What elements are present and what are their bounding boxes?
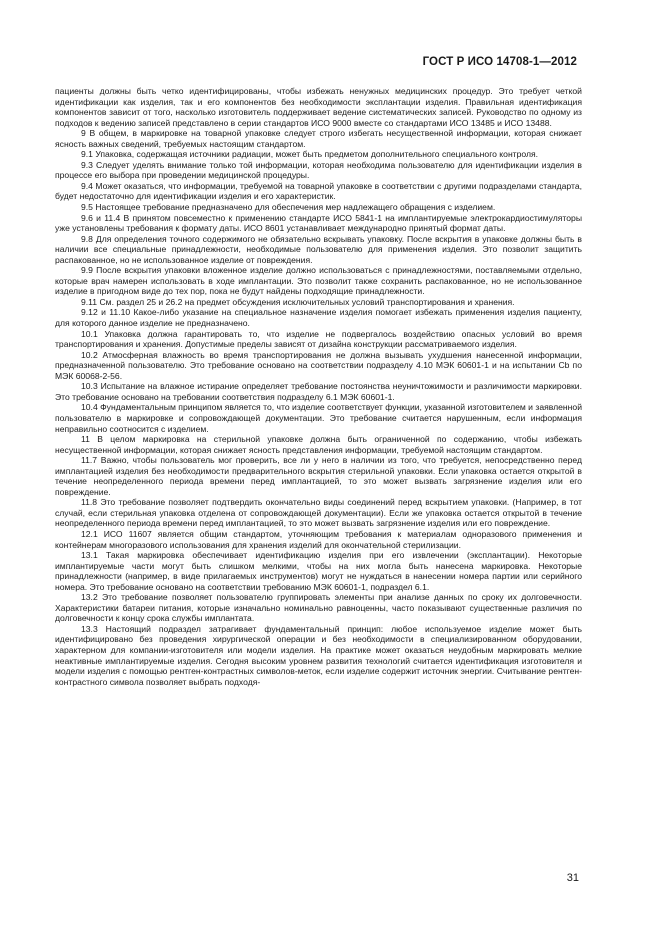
paragraph-9: 9 В общем, в маркировке на товарной упаковке следует строго избегать несущественной информации, которая снижает ясность важных сведений, требуемых настоящим стандартом. <box>55 128 582 149</box>
paragraph-11: 11 В целом маркировка на стерильной упаковке должна быть ограниченной по содержанию, чтобы избежать несущественной информации, которая снижает ясность представления информации, требуемой настоящим стандартом. <box>55 434 582 455</box>
paragraph-9-5: 9.5 Настоящее требование предназначено для обеспечения мер надлежащего обращения с изделием. <box>81 202 496 213</box>
paragraph-13-1: 13.1 Такая маркировка обеспечивает идентификацию изделия при его извлечении (эксплантации). Некоторые имплантируемые части могут быть слишком мелкими, чтобы на них могла быть нанесена маркировка. Некоторые принадлежности (например, в виде прилагаемых инструментов) могут не нуждаться в нанесении номера партии или серийного номера. Это требование основано на соответствии требованию МЭК 60601-1, подраздел 6.1. <box>55 550 582 592</box>
paragraph-11-8: 11.8 Это требование позволяет подтвердить окончательно виды соединений перед вскрытием упаковки. (Например, в тот случай, если стерильная упаковка отделена от сопровождающей документации). Если же упаковка остается открытой в течение неопределенного периода времени перед имплантацией, то это может вызвать загрязнение изделия или его повреждение. <box>55 497 582 529</box>
paragraph-9-1: 9.1 Упаковка, содержащая источники радиации, может быть предметом дополнительного специального контроля. <box>81 149 539 160</box>
paragraph-9-12: 9.12 и 11.10 Какое-либо указание на специальное назначение изделия помогает избежать применения изделия пациенту, для которого данное изделие не предназначено. <box>55 307 582 329</box>
paragraph-continuation: пациенты должны быть четко идентифицированы, чтобы избежать ненужных медицинских процедур. Это требует четкой идентификации как изделия, так и его компонентов без необходимости эксплантации изделия. Правильная идентификация компонентов зависит от того, насколько изготовитель поддерживает ведение систематических записей. Руководство по одному из подходов к ведению записей представлено в серии стандартов ИСО 9000 вместе со стандартами ИСО 13485 и ИСО 13488. <box>55 86 582 128</box>
paragraph-13-2: 13.2 Это требование позволяет пользователю группировать элементы при анализе данных по сроку их долговечности. Характеристики батареи питания, которые изначально номинально равноценны, часто показывают существенные различия по долговечности к концу срока службы имплантата. <box>55 592 582 624</box>
paragraph-9-6: 9.6 и 11.4 В принятом повсеместно к применению стандарте ИСО 5841-1 на имплантируемые электрокардиостимуляторы уже установлены требования к формату даты. ИСО 8601 устанавливает международно принятый формат даты. <box>55 212 582 234</box>
paragraph-13-3: 13.3 Настоящий подраздел затрагивает фундаментальный принцип: любое используемое изделие может быть идентифицировано без проведения хирургической операции и без необходимости в специализированном оборудовании, характерном для компании-изготовителя или модели изделия. На практике может оказаться неудобным маркировать мелкие неактивные имплантируемые изделия. Сегодня высоким уровнем развития технологий считается идентификация изготовителя и модели изделия с помощью рентген-контрастных символов-меток, если изделие содержит источник энергии. Считывание рентген-контрастного символа позволяет выбрать подходя- <box>55 623 582 687</box>
paragraph-12-1: 12.1 ИСО 11607 является общим стандартом, уточняющим требования к материалам одноразового применения и контейнерам многоразового использования для хранения изделий для окончательной стерилизации. <box>55 528 582 550</box>
paragraph-9-3: 9.3 Следует уделять внимание только той информации, которая необходима пользователю для идентификации изделия в процессе его выбора при проведении медицинской процедуры. <box>55 159 582 181</box>
paragraph-10-3: 10.3 Испытание на влажное истирание определяет требование постоянства неуничтожимости и различимости маркировки. Это требование основано на требовании соответствия подразделу 6.1 МЭК 60601-1. <box>55 381 582 402</box>
paragraph-9-11: 9.11 См. раздел 25 и 26.2 на предмет обсуждения исключительных условий транспортирования и хранения. <box>81 296 515 307</box>
paragraph-10-4: 10.4 Фундаментальным принципом является то, что изделие соответствует функции, указанной изготовителем и заявленной пользователю в маркировке и сопровождающей документации. Это требование считается нарушенным, если информация неправильно соотносится с изделием. <box>55 402 582 434</box>
document-body <box>55 86 582 687</box>
paragraph-9-4: 9.4 Может оказаться, что информации, требуемой на товарной упаковке в соответствии с другими подразделами стандарта, будет недостаточно для идентификации изделия и его характеристик. <box>55 180 582 202</box>
page-number: 31 <box>566 872 579 884</box>
paragraph-10-2: 10.2 Атмосферная влажность во время транспортирования не должна вызывать ухудшения нанесенной информации, предназначенной пользователю. Это требование основано на соответствии подразделу 4.10 МЭК 60601-1 и на испытании Cb по МЭК 60068-2-56. <box>55 349 582 381</box>
paragraph-10-1: 10.1 Упаковка должна гарантировать то, что изделие не подвергалось воздействию опасных условий во время транспортирования и хранения. Допустимые пределы зависят от дизайна конструкции рассматриваемого изделия. <box>55 328 582 350</box>
paragraph-9-9: 9.9 После вскрытия упаковки вложенное изделие должно использоваться с принадлежностями, поставляемыми отдельно, которые врач намерен использовать в ходе имплантации. Это позволит также сохранить распакованное, но не использованное изделие в пригодном виде до тех пор, пока не будут найдены подходящие принадлежности. <box>55 265 582 297</box>
paragraph-11-7: 11.7 Важно, чтобы пользователь мог проверить, все ли у него в наличии из того, что требуется, непосредственно перед имплантацией изделия без необходимости предварительного вскрытия стерильной упаковки. Если упаковка остается открытой в течение неопределенного периода времени перед имплантацией, то это может вызвать загрязнение изделия или его повреждение. <box>55 455 582 497</box>
paragraph-9-8: 9.8 Для определения точного содержимого не обязательно вскрывать упаковку. После вскрытия в упаковке должны быть в наличии все специальные принадлежности, необходимые пользователю для применения изделия. Это позволит защитить распакованное, но не использованное изделие от повреждения. <box>55 233 582 265</box>
standard-header-title: ГОСТ Р ИСО 14708-1—2012 <box>422 56 577 68</box>
